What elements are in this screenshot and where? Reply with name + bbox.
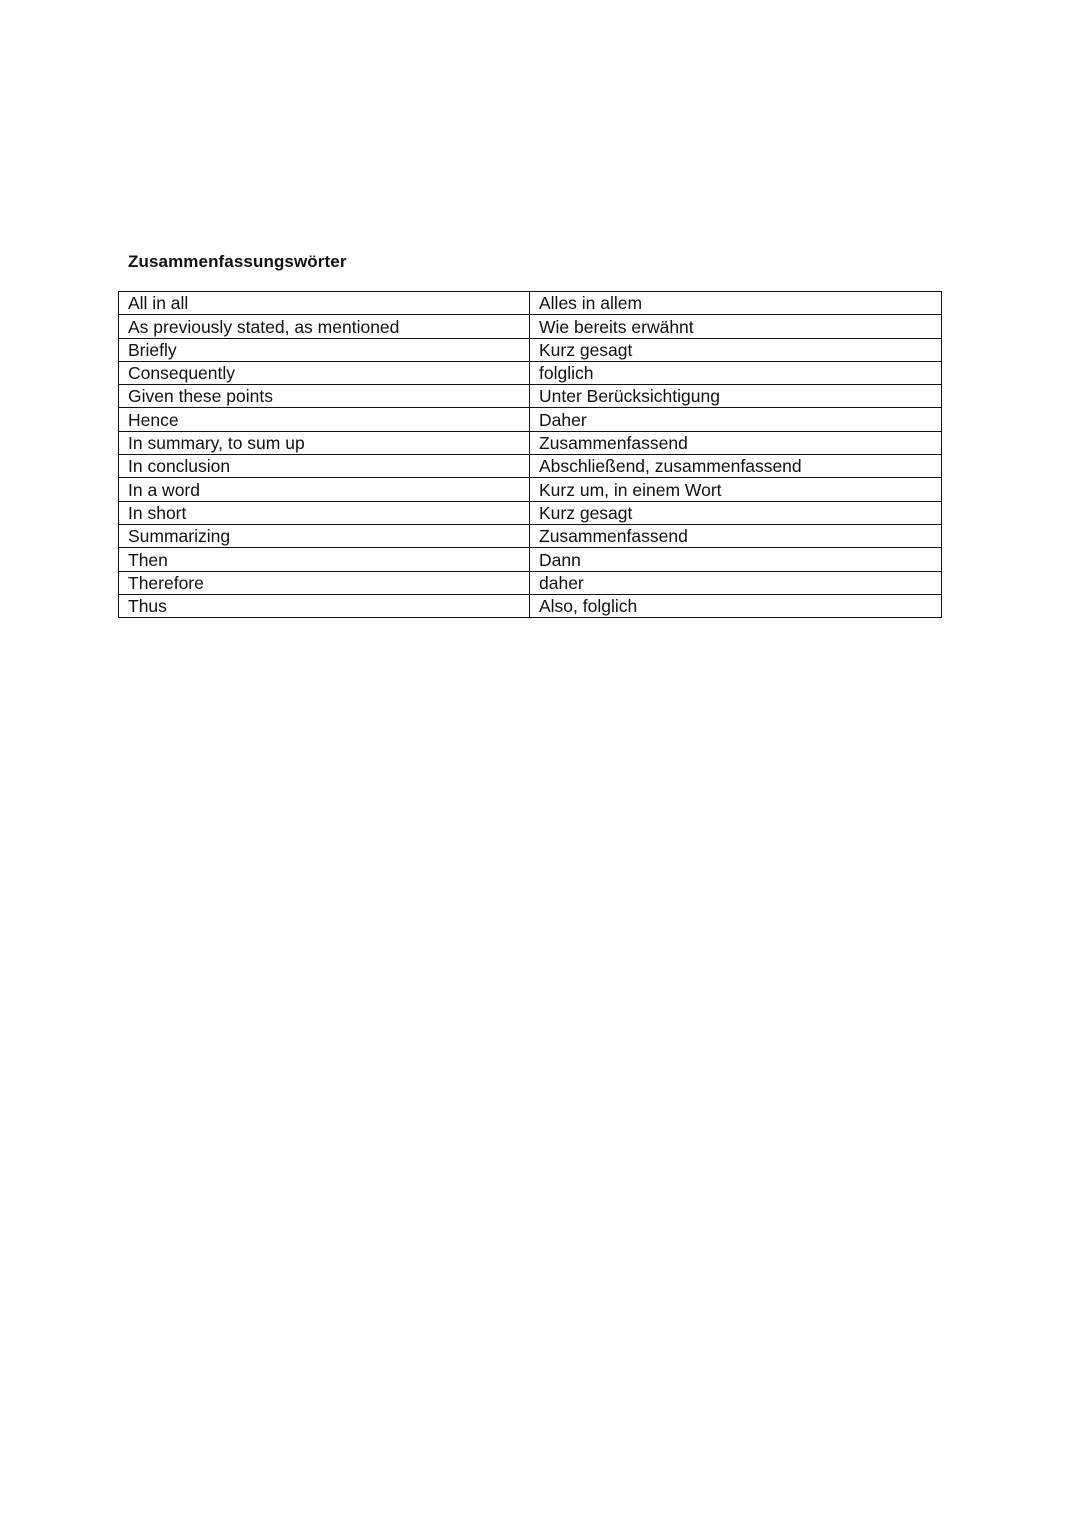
english-phrase: In short [119, 501, 530, 524]
vocabulary-table [118, 291, 942, 618]
english-phrase: Hence [119, 408, 530, 431]
table-row [119, 338, 942, 361]
german-translation: Dann [530, 548, 942, 571]
german-translation: Kurz um, in einem Wort [530, 478, 942, 501]
table-row [119, 524, 942, 547]
english-phrase: Therefore [119, 571, 530, 594]
english-phrase: Summarizing [119, 524, 530, 547]
table-row [119, 315, 942, 338]
table-row [119, 501, 942, 524]
table-row [119, 594, 942, 617]
german-translation: Zusammenfassend [530, 431, 942, 454]
table-row [119, 292, 942, 315]
english-phrase: In a word [119, 478, 530, 501]
english-phrase: In summary, to sum up [119, 431, 530, 454]
table-row [119, 408, 942, 431]
german-translation: Kurz gesagt [530, 338, 942, 361]
english-phrase: In conclusion [119, 455, 530, 478]
english-phrase: Consequently [119, 361, 530, 384]
german-translation: Also, folglich [530, 594, 942, 617]
german-translation: Wie bereits erwähnt [530, 315, 942, 338]
page-title: Zusammenfassungswörter [128, 252, 347, 271]
english-phrase: All in all [119, 292, 530, 315]
table-row [119, 431, 942, 454]
german-translation: Abschließend, zusammenfassend [530, 455, 942, 478]
table-row [119, 478, 942, 501]
english-phrase: As previously stated, as mentioned [119, 315, 530, 338]
english-phrase: Briefly [119, 338, 530, 361]
table-row [119, 455, 942, 478]
table-row [119, 361, 942, 384]
german-translation: Daher [530, 408, 942, 431]
german-translation: daher [530, 571, 942, 594]
english-phrase: Then [119, 548, 530, 571]
english-phrase: Given these points [119, 385, 530, 408]
table-row [119, 571, 942, 594]
table-row [119, 548, 942, 571]
german-translation: Alles in allem [530, 292, 942, 315]
german-translation: Zusammenfassend [530, 524, 942, 547]
english-phrase: Thus [119, 594, 530, 617]
german-translation: Kurz gesagt [530, 501, 942, 524]
german-translation: folglich [530, 361, 942, 384]
table-row [119, 385, 942, 408]
german-translation: Unter Berücksichtigung [530, 385, 942, 408]
